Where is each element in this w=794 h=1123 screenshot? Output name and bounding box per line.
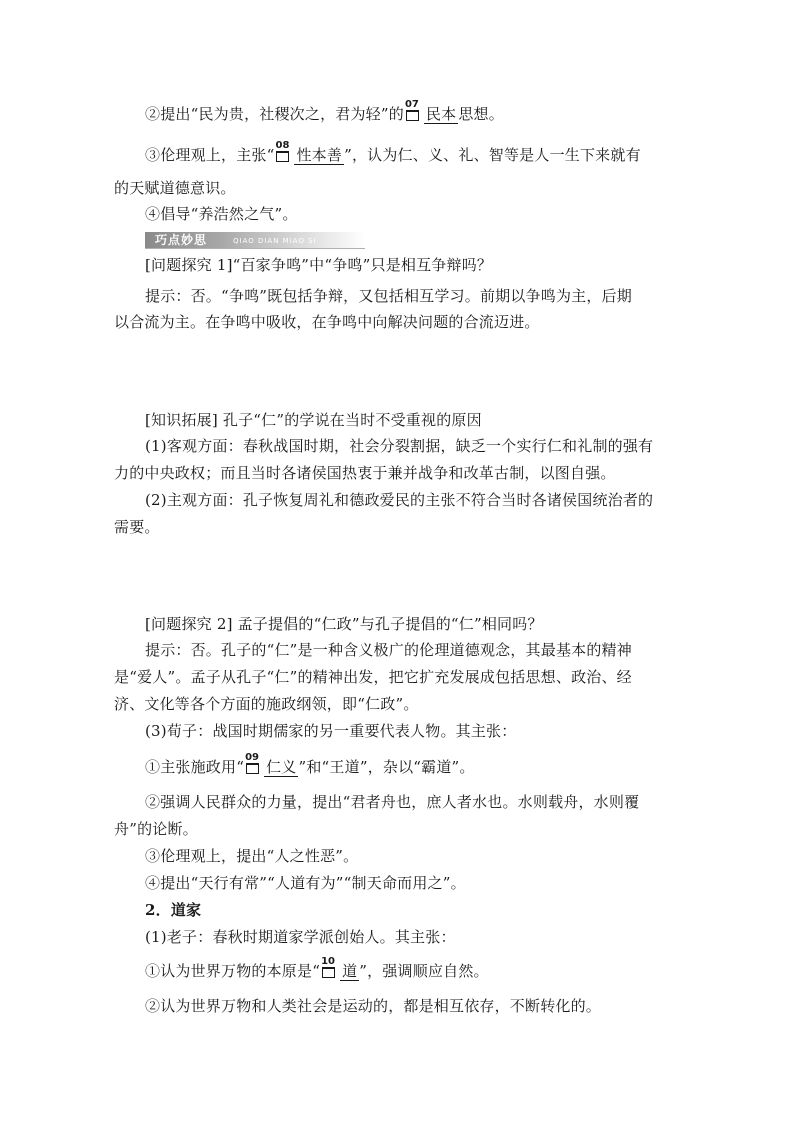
xunzi-item: ②强调人民群众的力量，提出“君者舟也，庶人者水也。水则载舟，水则覆 <box>145 793 640 811</box>
xunzi-intro: (3)荀子：战国时期儒家的另一重要代表人物。其主张： <box>145 722 517 740</box>
blank-number: 09 <box>245 752 259 763</box>
section-banner <box>145 232 365 249</box>
line-text: ③伦理观上，主张“ <box>145 146 275 164</box>
fill-blank-answer: 性本善 <box>296 146 343 164</box>
text-line-dao <box>145 956 489 981</box>
line-text: ①认为世界万物的本原是“ <box>145 962 321 980</box>
blank-number: 07 <box>404 99 419 110</box>
fill-blank-answer: 道 <box>342 962 358 980</box>
blank-number: 08 <box>275 140 290 151</box>
fill-blank-answer: 仁义 <box>266 758 297 776</box>
line-text: ②提出“民为贵，社稷次之，君为轻”的 <box>145 105 404 123</box>
answer-2-line: 济、文化等各个方面的施政纲领，即“仁政”。 <box>114 695 419 713</box>
line-text: 思想。 <box>458 105 504 123</box>
blank-box-icon <box>320 956 338 979</box>
knowledge-extension-title: [知识拓展] 孔子“仁”的学说在当时不受重视的原因 <box>145 411 482 429</box>
blank-number: 10 <box>321 956 335 967</box>
banner-subtitle: QIAO DIAN MIAO SI <box>233 237 317 245</box>
xunzi-item: ③伦理观上，提出“人之性恶”。 <box>145 847 359 865</box>
text-line: ④倡导“养浩然之气”。 <box>145 205 298 223</box>
answer-1-line: 以合流为主。在争鸣中吸收，在争鸣中向解决问题的合流迈进。 <box>114 313 540 331</box>
line-text: ”，强调顺应自然。 <box>359 962 489 980</box>
answer-2-line: 提示：否。孔子的“仁”是一种含义极广的伦理道德观念，其最基本的精神 <box>145 641 632 659</box>
text-line: 的天赋道德意识。 <box>114 179 236 197</box>
laozi-item: ②认为世界万物和人类社会是运动的，都是相互依存，不断转化的。 <box>145 997 602 1015</box>
text-line-renyi <box>145 752 475 777</box>
section-heading-daojia: 2．道家 <box>145 901 202 919</box>
ext-paragraph: (1)客观方面：春秋战国时期，社会分裂割据，缺乏一个实行仁和礼制的强有 <box>145 437 654 455</box>
text-line-minben <box>145 99 504 124</box>
answer-1-line: 提示：否。“争鸣”既包括争辩，又包括相互学习。前期以争鸣为主，后期 <box>145 287 632 305</box>
answer-2-line: 是“爱人”。孟子从孔子“仁”的精神出发，把它扩充发展成包括思想、政治、经 <box>114 668 632 686</box>
question-2: [问题探究 2] 孟子提倡的“仁政”与孔子提倡的“仁”相同吗？ <box>145 615 543 633</box>
laozi-intro: (1)老子：春秋时期道家学派创始人。其主张： <box>145 928 456 946</box>
ext-paragraph: (2)主观方面：孔子恢复周礼和德政爱民的主张不符合当时各诸侯国统治者的 <box>145 491 654 509</box>
text-line-xingbenshan <box>145 140 641 165</box>
banner-title: 巧点妙思 <box>155 233 208 247</box>
fill-blank-answer: 民本 <box>425 105 457 123</box>
xunzi-item: 舟”的论断。 <box>114 820 198 838</box>
blank-box-icon <box>244 752 262 775</box>
line-text: ”和“王道”，杂以“霸道”。 <box>298 758 475 776</box>
line-text: ”，认为仁、义、礼、智等是人一生下来就有 <box>344 146 641 164</box>
line-text: ①主张施政用“ <box>145 758 245 776</box>
ext-paragraph: 需要。 <box>114 518 160 536</box>
blank-box-icon <box>274 140 292 163</box>
ext-paragraph: 力的中央政权；而且当时各诸侯国热衷于兼并战争和改革古制，以图自强。 <box>114 464 616 482</box>
blank-box-icon <box>404 99 422 122</box>
question-1: [问题探究 1]“百家争鸣”中“争鸣”只是相互争辩吗？ <box>145 256 493 274</box>
xunzi-item: ④提出“天行有常”“人道有为”“制天命而用之”。 <box>145 874 466 892</box>
